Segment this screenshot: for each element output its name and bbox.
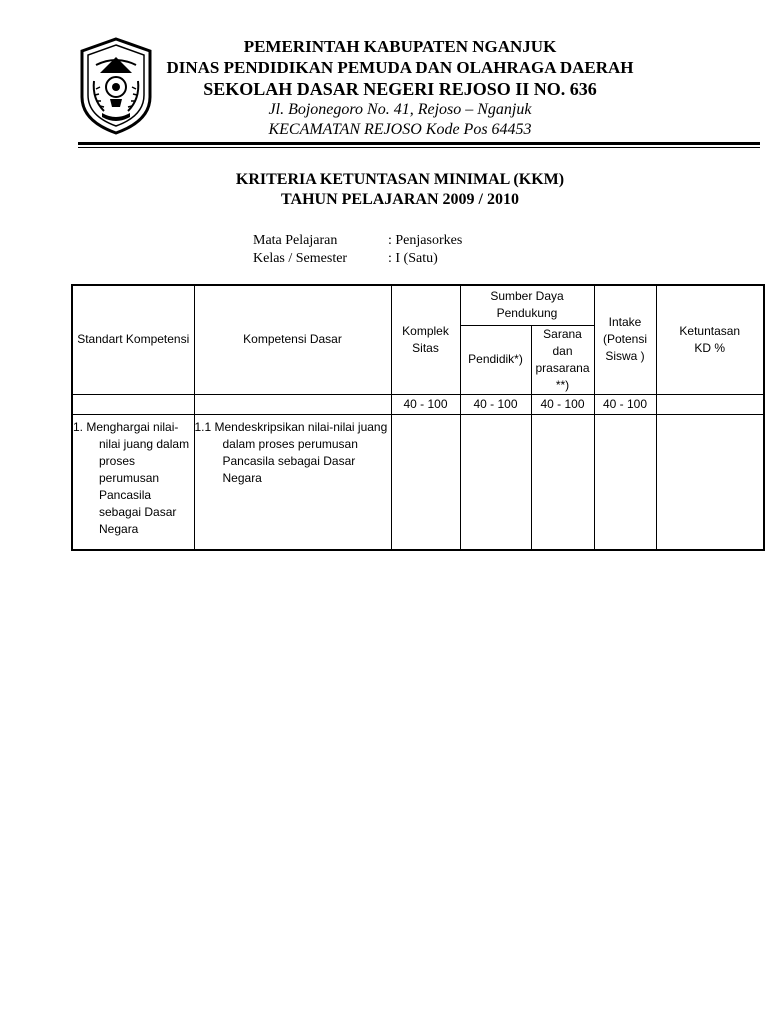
range-mastery [656,394,764,414]
header-intake [594,285,656,394]
document-title [0,170,768,210]
letterhead [150,36,650,140]
range-complexity: 40 - 100 [391,394,460,414]
header-standard: Standart Kompetensi [72,285,194,394]
header-facilities-text: Sarana dan prasarana **) [535,326,590,392]
kkm-table [71,284,765,551]
meta-class-value: : I (Satu) [388,251,438,266]
header-teacher: Pendidik*) [460,325,531,394]
letterhead-line3: SEKOLAH DASAR NEGERI REJOSO II NO. 636 [203,79,597,99]
row-facilities [531,414,594,550]
row-mastery [656,414,764,550]
meta-class-label: Kelas / Semester [253,251,348,266]
header-mastery-text: Ketuntasan KD % [679,323,741,355]
row-intake [594,414,656,550]
letterhead-line2: DINAS PENDIDIKAN PEMUDA DAN OLAHRAGA DAERAH [166,58,634,77]
letterhead-district: KECAMATAN REJOSO Kode Pos 64453 [268,121,532,138]
header-basic: Kompetensi Dasar [194,285,391,394]
title-line1: KRITERIA KETUNTASAN MINIMAL (KKM) [235,171,565,188]
range-basic [194,394,391,414]
header-complexity [391,285,460,394]
header-resources-text: Sumber Daya Pendukung [490,289,564,321]
header-resources [460,285,594,325]
meta-class-row [253,250,462,268]
header-intake-text: Intake (Potensi Siswa ) [602,315,648,364]
range-teacher: 40 - 100 [460,394,531,414]
meta-subject-row [253,232,462,250]
letterhead-rule-thick [78,142,760,145]
letterhead-line1: PEMERINTAH KABUPATEN NGANJUK [243,37,557,56]
row-teacher [460,414,531,550]
range-intake: 40 - 100 [594,394,656,414]
row-standard [72,414,194,550]
kabupaten-nganjuk-emblem-icon [80,37,152,135]
row-basic [194,414,391,550]
meta-subject-label: Mata Pelajaran [253,233,338,248]
letterhead-address: Jl. Bojonegoro No. 41, Rejoso – Nganjuk [268,101,532,118]
row-complexity [391,414,460,550]
header-complexity-text: Komplek Sitas [402,323,449,355]
row-basic-text: 1.1 Mendeskripsikan nilai-nilai juang dalam proses perumusan Pancasila sebagai Dasar Negara [194,419,388,485]
header-facilities [531,325,594,394]
table-row [72,414,764,550]
row-standard-text: 1. Menghargai nilai-nilai juang dalam proses perumusan Pancasila sebagai Dasar Negara [73,419,190,536]
document-meta [253,232,462,268]
letterhead-rule-thin [78,147,760,148]
range-facilities: 40 - 100 [531,394,594,414]
meta-subject-value: : Penjasorkes [388,233,463,248]
header-mastery [656,285,764,394]
range-standard [72,394,194,414]
title-line2: TAHUN PELAJARAN 2009 / 2010 [281,191,519,208]
